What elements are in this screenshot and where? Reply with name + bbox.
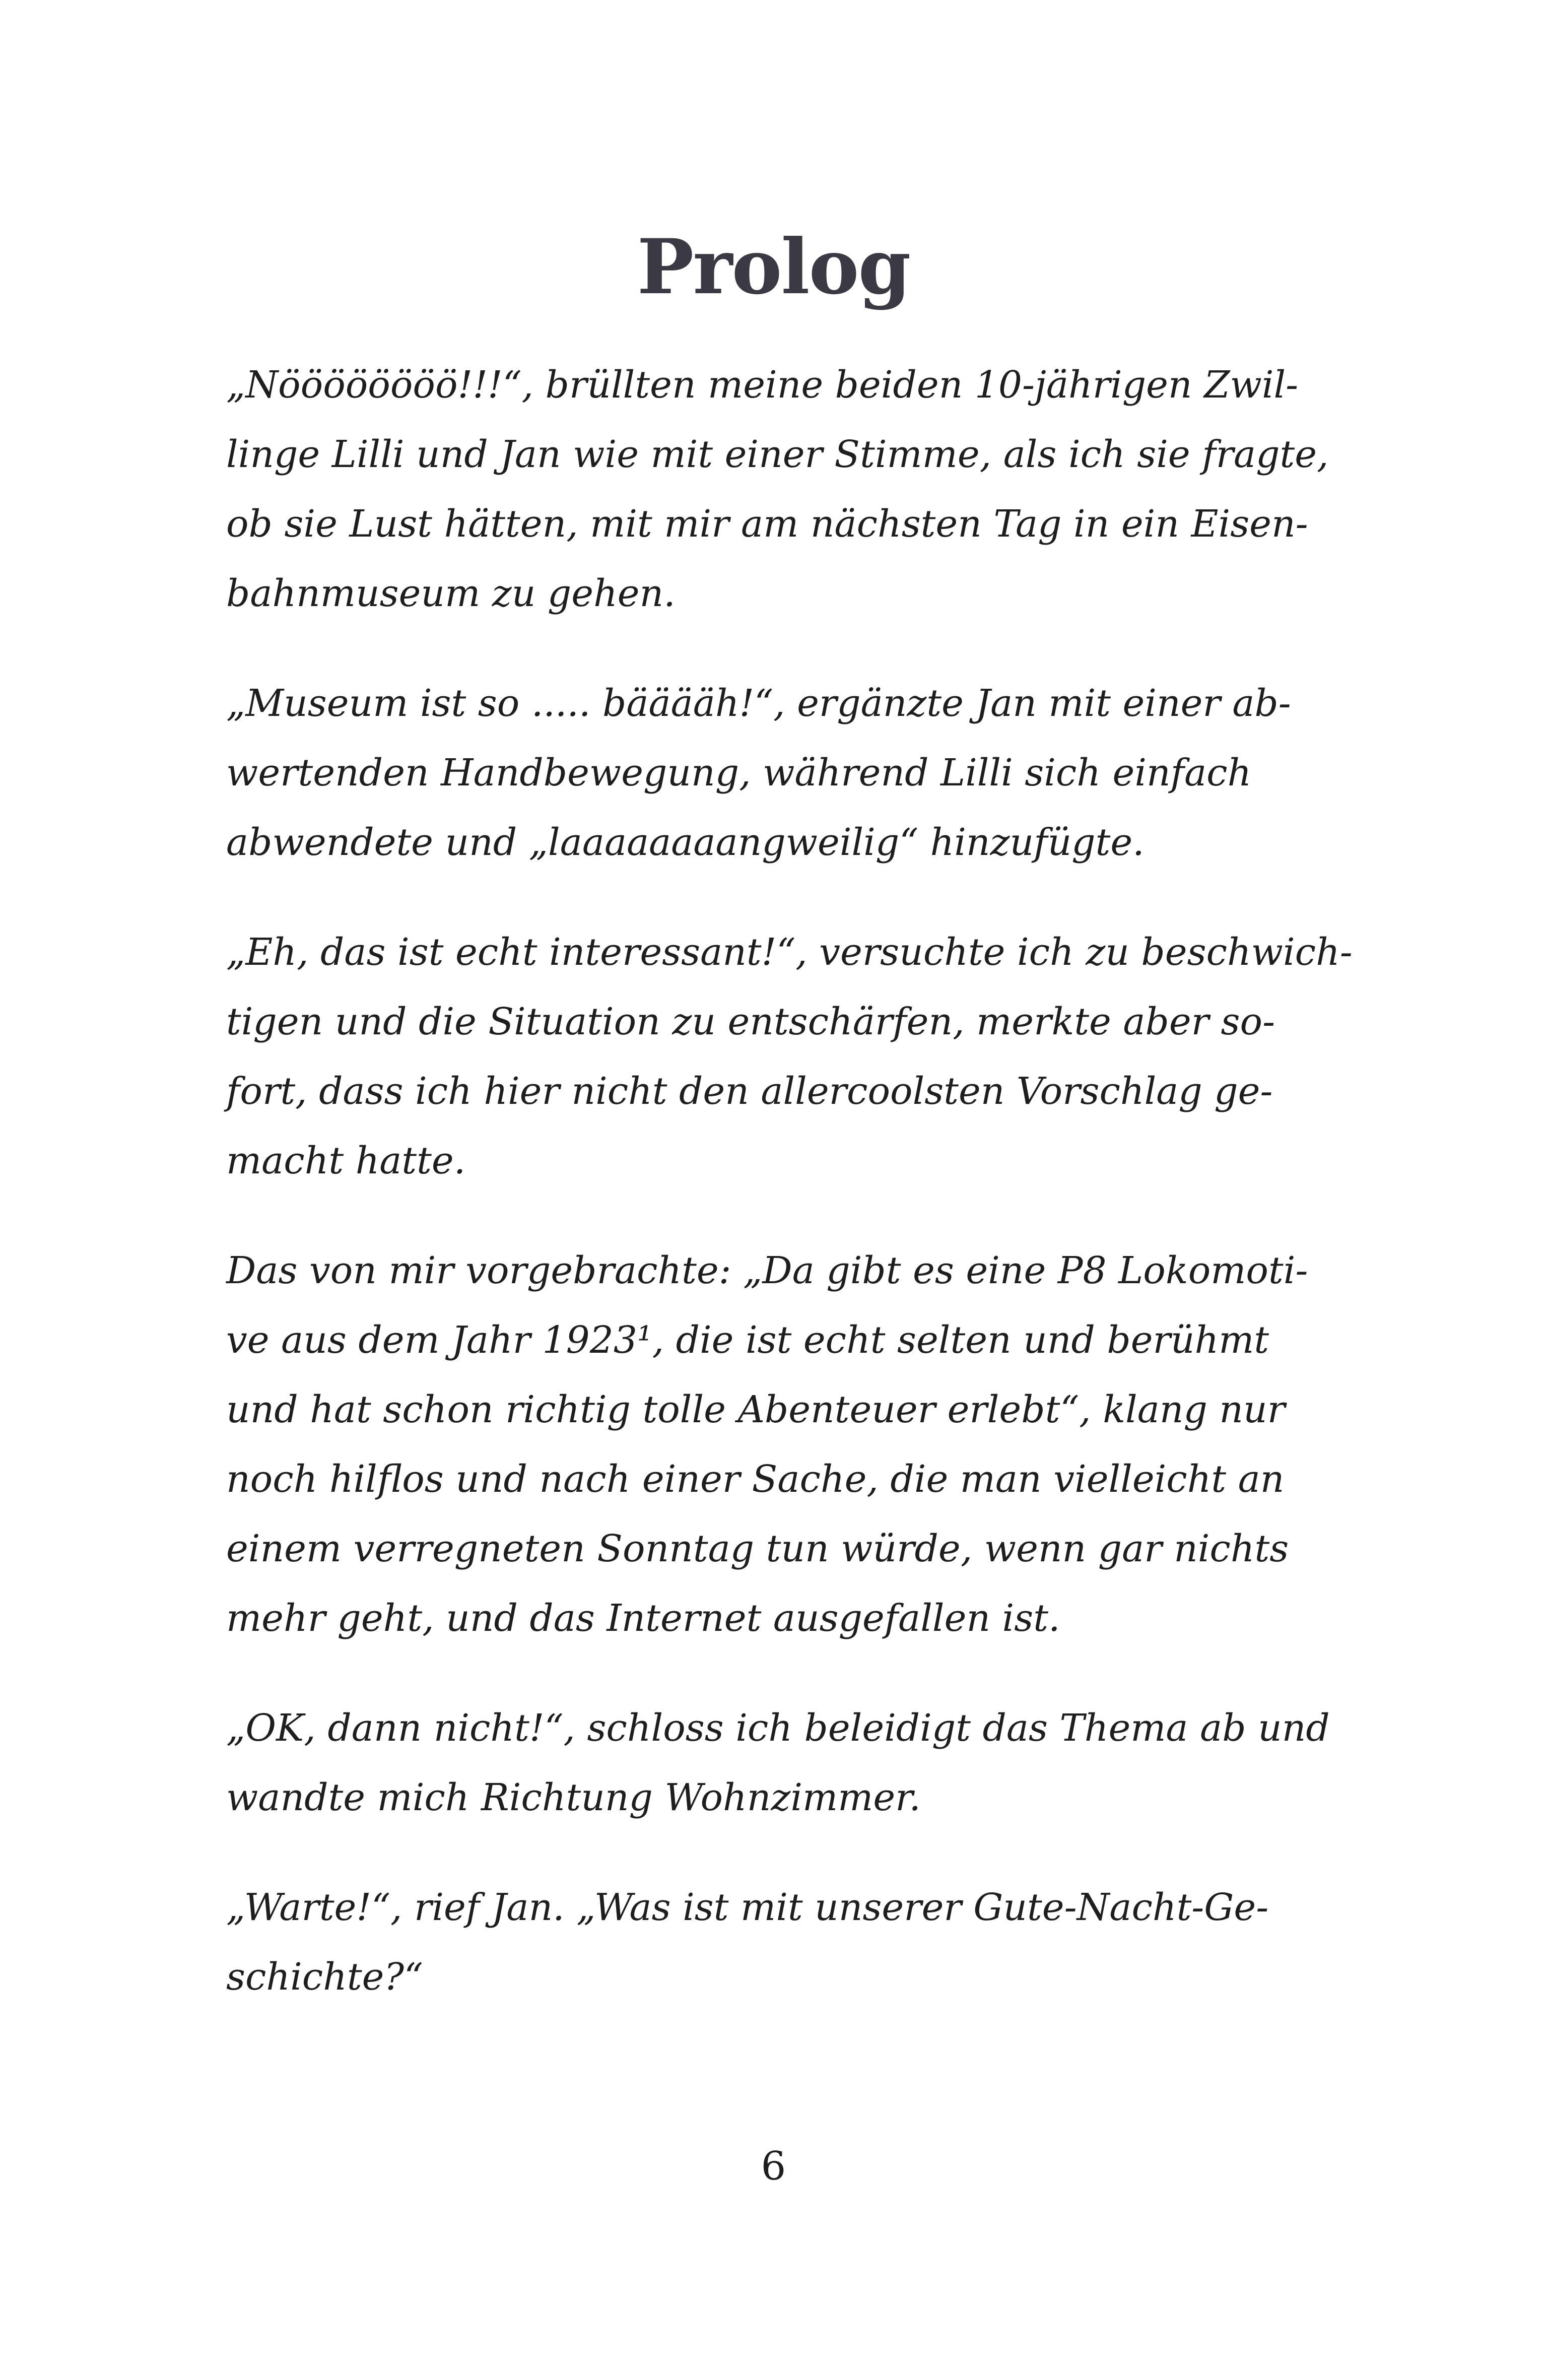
text-line: bahnmuseum zu gehen. <box>226 572 676 615</box>
text-line: schichte?“ <box>226 1955 423 1999</box>
text-line: linge Lilli und Jan wie mit einer Stimme, als ich sie fragte, <box>226 433 1329 476</box>
paragraph-2 <box>226 669 1334 877</box>
text-line: einem verregneten Sonntag tun würde, wenn gar nichts <box>226 1527 1289 1570</box>
text-line: ve aus dem Jahr 1923¹, die ist echt selten und berühmt <box>226 1318 1269 1362</box>
paragraph-4 <box>226 1236 1334 1653</box>
paragraph-3 <box>226 917 1353 1196</box>
paragraph-1 <box>226 350 1334 628</box>
text-line: tigen und die Situation zu entschärfen, merkte aber so- <box>226 1000 1275 1043</box>
text-line: „Eh, das ist echt interessant!“, versuchte ich zu beschwich- <box>226 931 1353 974</box>
text-line: fort, dass ich hier nicht den allercoolsten Vorschlag ge- <box>226 1070 1273 1113</box>
text-line: mehr geht, und das Internet ausgefallen ist. <box>226 1597 1060 1640</box>
page-number: 6 <box>761 2144 786 2189</box>
text-line: und hat schon richtig tolle Abenteuer erlebt“, klang nur <box>226 1388 1286 1431</box>
text-line: Das von mir vorgebrachte: „Da gibt es eine P8 Lokomoti- <box>226 1249 1308 1292</box>
text-line: abwendete und „laaaaaaaangweilig“ hinzufügte. <box>226 821 1145 864</box>
text-line: „Nöööööööö!!!“, brüllten meine beiden 10-jährigen Zwil- <box>226 363 1299 407</box>
chapter-body <box>226 350 1353 2052</box>
text-line: „Warte!“, rief Jan. „Was ist mit unserer Gute-Nacht-Ge- <box>226 1886 1269 1929</box>
text-line: „Museum ist so ..... bääääh!“, ergänzte Jan mit einer ab- <box>226 682 1291 725</box>
text-line: macht hatte. <box>226 1139 466 1182</box>
text-line: ob sie Lust hätten, mit mir am nächsten Tag in ein Eisen- <box>226 502 1308 546</box>
text-line: wertenden Handbewegung, während Lilli sich einfach <box>226 751 1252 795</box>
text-line: „OK, dann nicht!“, schloss ich beleidigt das Thema ab und <box>226 1706 1330 1750</box>
paragraph-6 <box>226 1873 1334 2012</box>
chapter-title: Prolog <box>637 223 910 311</box>
text-line: wandte mich Richtung Wohnzimmer. <box>226 1776 921 1819</box>
text-line: noch hilflos und nach einer Sache, die man vielleicht an <box>226 1458 1285 1501</box>
paragraph-5 <box>226 1693 1334 1832</box>
